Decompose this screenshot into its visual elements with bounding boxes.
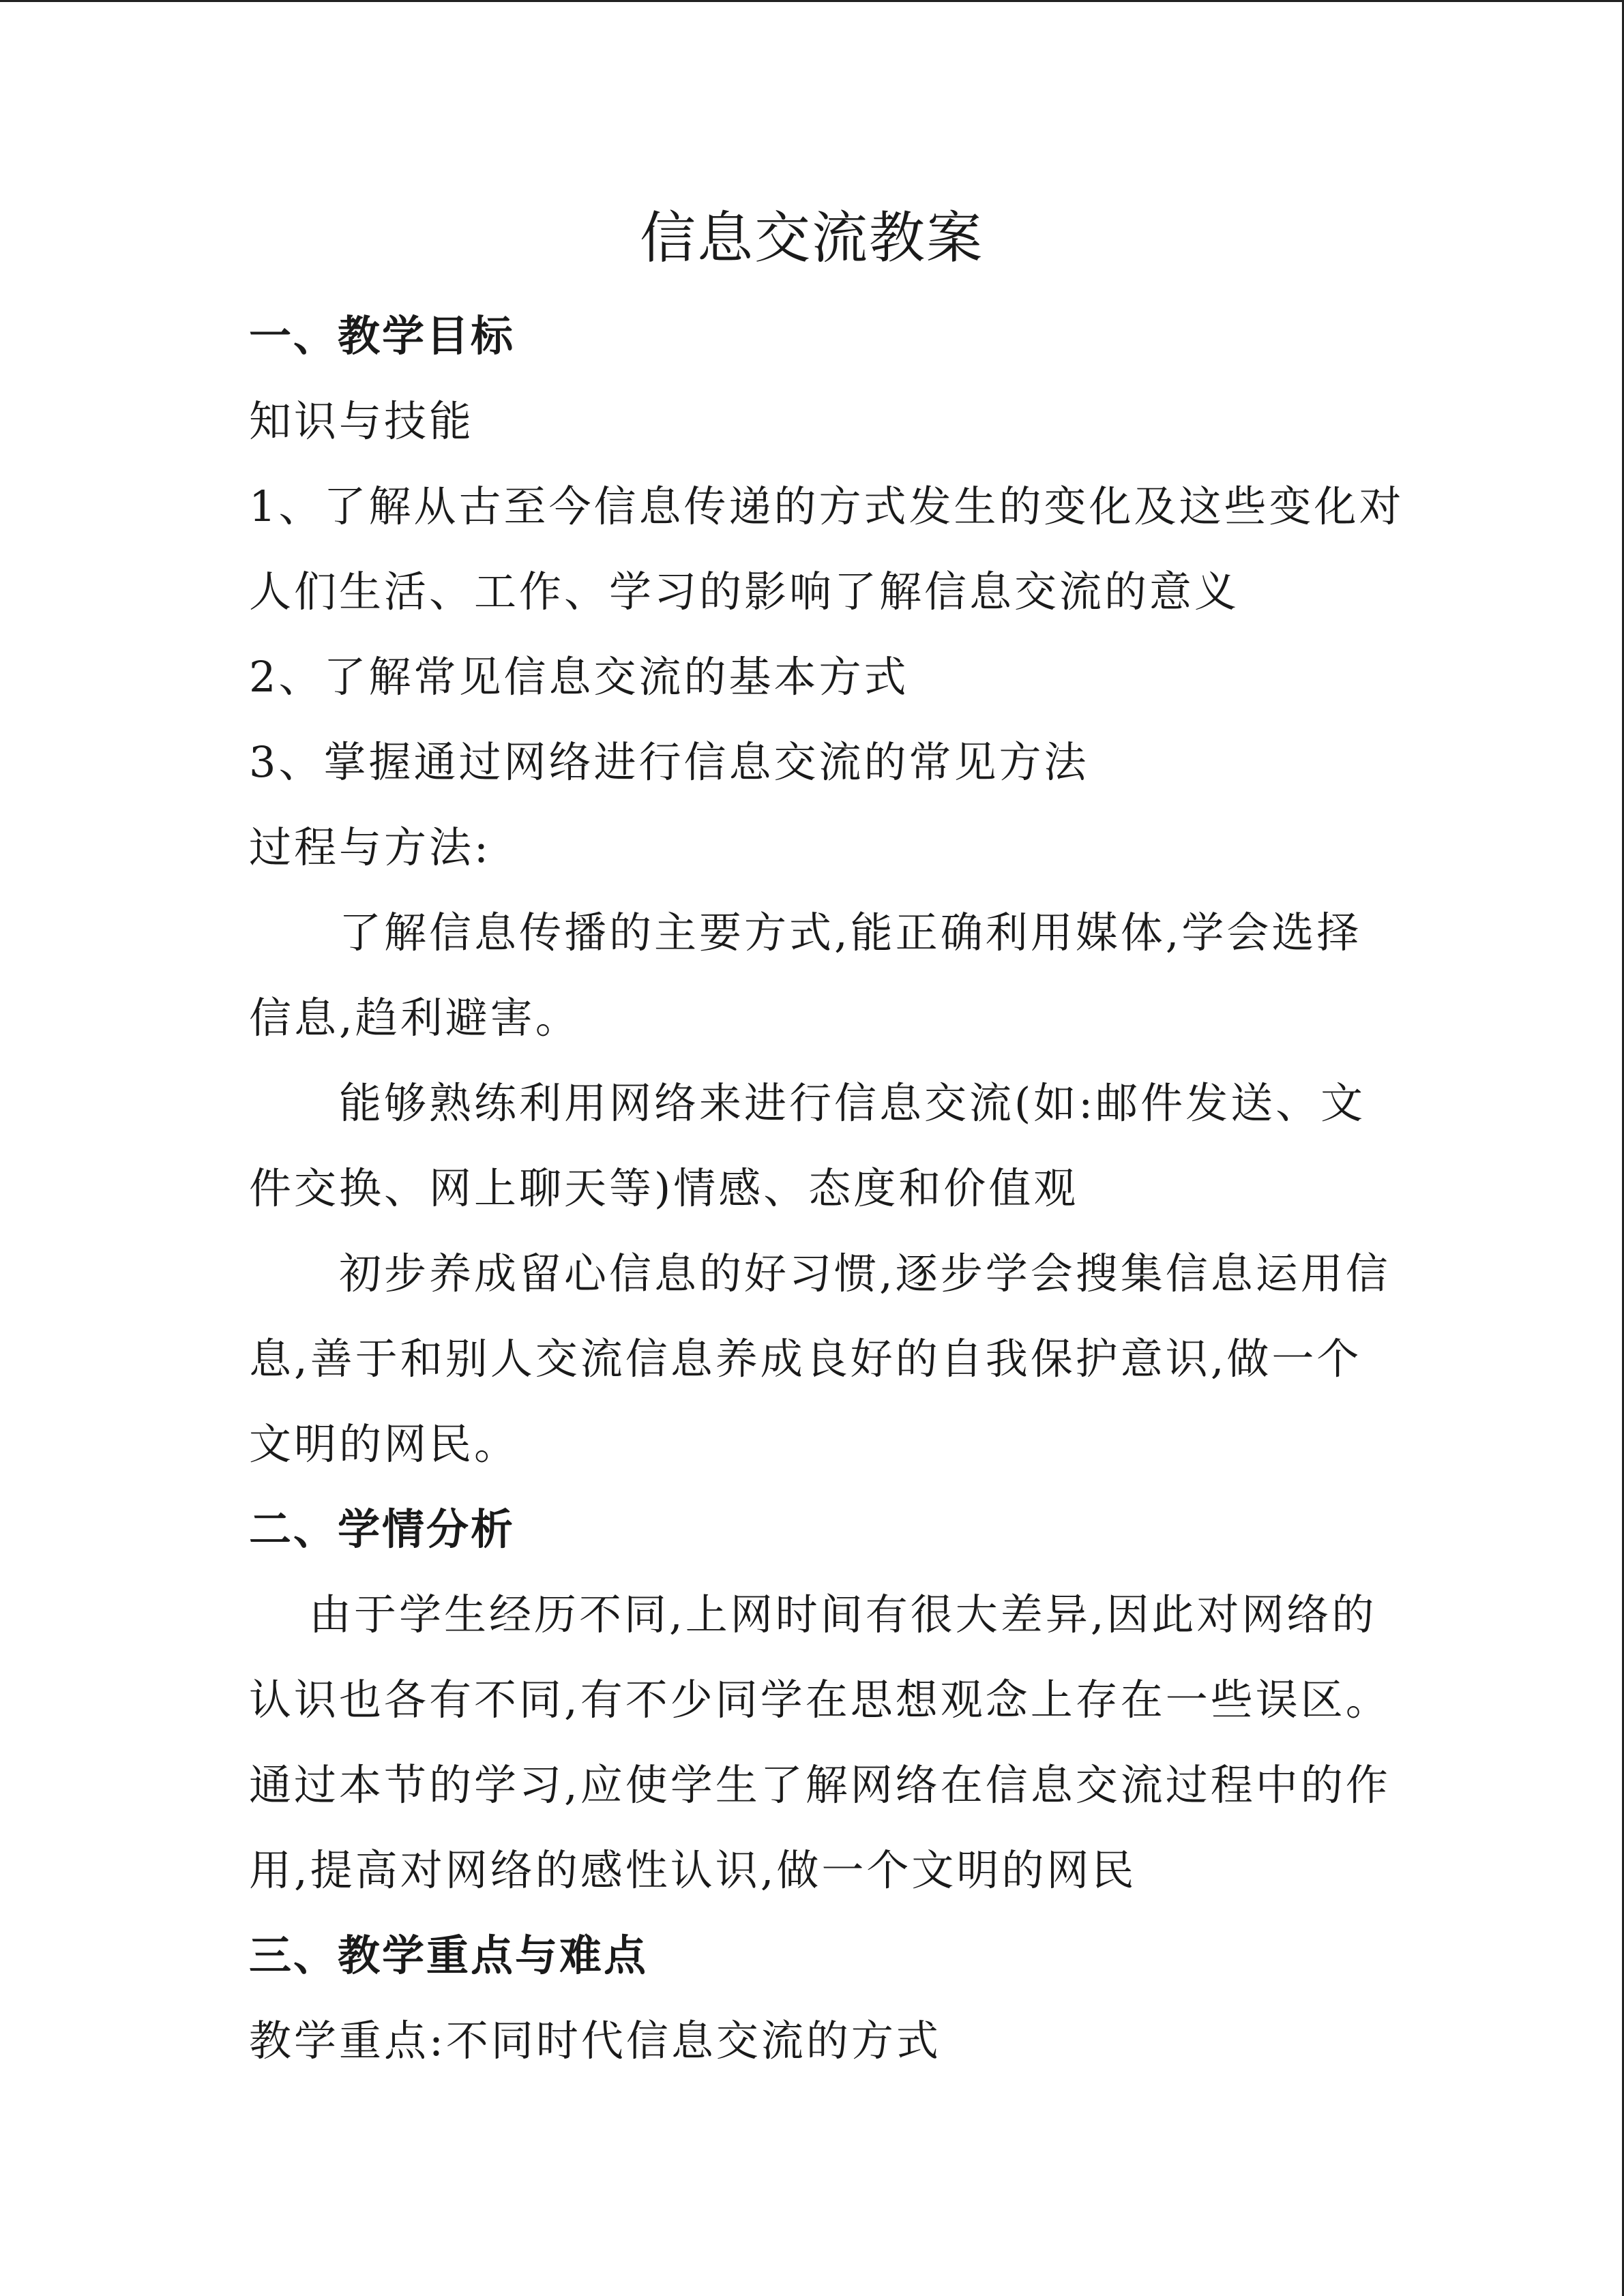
subheading-process-methods: 过程与方法: — [249, 822, 491, 872]
process-paragraph-3-line-2: 息,善于和别人交流信息养成良好的自我保护意识,做一个 — [249, 1334, 1362, 1384]
page-top-border — [0, 0, 1624, 2]
learner-analysis-line-2: 认识也各有不同,有不少同学在思想观念上存在一些误区。 — [249, 1675, 1391, 1725]
section-heading-learner-analysis: 二、学情分析 — [249, 1504, 516, 1554]
process-paragraph-3-line-1: 初步养成留心信息的好习惯,逐步学会搜集信息运用信 — [339, 1249, 1391, 1298]
learner-analysis-line-1: 由于学生经历不同,上网时间有很大差异,因此对网络的 — [309, 1590, 1377, 1639]
process-paragraph-1-line-1: 了解信息传播的主要方式,能正确利用媒体,学会选择 — [339, 908, 1362, 957]
process-paragraph-1-line-2: 信息,趋利避害。 — [249, 993, 580, 1043]
learner-analysis-line-4: 用,提高对网络的感性认识,做一个文明的网民 — [249, 1845, 1137, 1895]
process-paragraph-3-line-3: 文明的网民。 — [249, 1419, 520, 1469]
document-title: 信息交流教案 — [639, 206, 984, 271]
goal-item-1-line-2: 人们生活、工作、学习的影响了解信息交流的意义 — [249, 567, 1240, 616]
section-heading-key-points: 三、教学重点与难点 — [249, 1930, 649, 1980]
process-paragraph-2-line-1: 能够熟练利用网络来进行信息交流(如:邮件发送、文 — [339, 1078, 1366, 1128]
document-body — [249, 184, 1404, 2083]
process-paragraph-2-line-2: 件交换、网上聊天等)情感、态度和价值观 — [249, 1163, 1079, 1213]
subheading-knowledge-skills: 知识与技能 — [249, 396, 475, 446]
goal-item-1-line-1: 1、了解从古至今信息传递的方式发生的变化及这些变化对 — [249, 481, 1404, 531]
key-point-line: 教学重点:不同时代信息交流的方式 — [249, 2016, 941, 2066]
goal-item-2: 2、了解常见信息交流的基本方式 — [249, 652, 909, 702]
goal-item-3: 3、掌握通过网络进行信息交流的常见方法 — [249, 737, 1089, 787]
learner-analysis-line-3: 通过本节的学习,应使学生了解网络在信息交流过程中的作 — [249, 1760, 1391, 1810]
section-heading-teaching-goals: 一、教学目标 — [249, 311, 516, 361]
